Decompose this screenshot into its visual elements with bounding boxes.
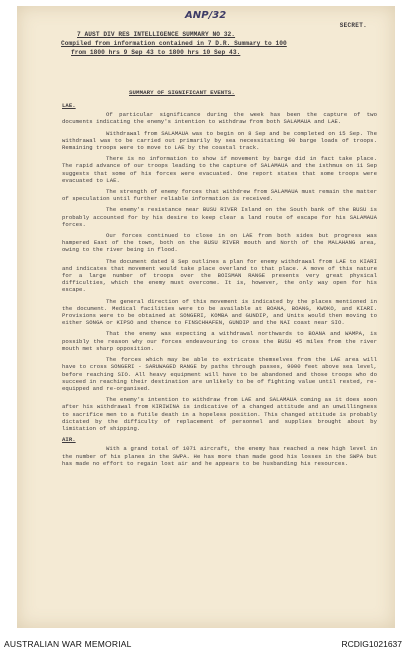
paragraph: Our forces continued to close in on LAE from both sides but progress was hampered East of the town, both on the BUSU RIVER mouth and North of the MALAHANG area, owing to the river being in flood. [62,232,377,254]
handwritten-reference: ANP/32 [185,10,227,21]
title-line-1: 7 AUST DIV RES INTELLIGENCE SUMMARY NO 32. [77,31,236,38]
paragraph: Of particular significance during the week has been the capture of two documents indicating the enemy's intention to withdraw from both SALAMAUA and LAE. [62,111,377,126]
document [17,6,395,628]
paragraph: That the enemy was expecting a withdrawal northwards to BOANA and WAMPA, is possibly the reason why our forces endeavouring to cross the BUSU 45 miles from the river mouth met sharp opposition. [62,330,377,352]
document-title [61,30,361,57]
paragraph: The general direction of this movement is indicated by the places mentioned in the document. Medical facilities were to be available at BOANA, BOANG, KWOKO, and KIARI. Provisions were to be obtained at SONGERI, KOMBA and GUNDIP, and Units would then moving to either SONGA or KIPSO and thence to FINSCHHAFEN, GUNDIP and the NAI coast near SIO. [62,297,377,327]
document-body [62,102,377,471]
classification-label: SECRET. [339,22,367,29]
title-line-3: from 1800 hrs 9 Sep 43 to 1800 hrs 10 Sep 43. [71,49,241,56]
title-line-2: Compiled from information contained in 7 D.R. Summary to 100 [61,40,287,47]
paragraph: With a grand total of 1071 aircraft, the enemy has reached a new high level in the number of his planes in the SWPA. He has more than made good his losses in the SWPA but has made no effort to regain lost air and he appears to be husbanding his resources. [62,445,377,467]
paragraph: The enemy's resistance near BUSU RIVER Island on the South bank of the BUSU is probably accounted for by his desire to keep clear a land route of escape for his SALAMAUA forces. [62,206,377,228]
paragraph: Withdrawal from SALAMAUA was to begin on 8 Sep and be completed on 15 Sep. The withdrawal was to be carried out primarily by sea necessitating 90 barge loads of troops. Remaining troops were to move to LAE by the coastal track. [62,129,377,152]
institution-label: AUSTRALIAN WAR MEMORIAL [4,639,132,649]
paper-sheet [17,6,395,628]
record-id: RCDIG1021637 [341,639,402,649]
section-heading-air: AIR. [62,436,76,444]
summary-heading: SUMMARY OF SIGNIFICANT EVENTS. [129,89,235,96]
paragraph: There is no information to show if movement by barge did in fact take place. The rapid advance of our troops leading to the capture of SALAMAUA and the isthmus on 11 Sep suggests that some of his forces were evacuated. One report states that some troops were evacuated to LAE. [62,155,377,184]
paragraph: The strength of enemy forces that withdrew from SALAMAUA must remain the matter of speculation until further reliable information is received. [62,188,377,203]
paragraph: The enemy's intention to withdraw from LAE and SALAMAUA coming as it does soon after his withdrawal from KIRIWINA is indicative of a changed attitude and an unwillingness to sacrifice men to a futile death in a hopeless position. This changed attitude is probably dictated by the difficulty of replacement of personnel and supplies brought about by limitation of shipping. [62,396,377,432]
section-heading-lae: LAE. [62,102,76,109]
paragraph: The document dated 8 Sep outlines a plan for enemy withdrawal from LAE to KIARI and indicates that movement would take place overland to that place. A move of this nature for a large number of troops over the BOISMAN RANGE presents very great physical difficulties, which the enemy must overcome. It is, however, the only way open for his escape. [62,257,377,294]
paragraph: The forces which may be able to extricate themselves from the LAE area will have to cross SONGERI - SARUWAGED RANGE by paths through passes, 9000 feet above sea level, before reaching SIO. All heavy equipment will have to be abandoned and those troops who do succeed in reaching their destination are unlikely to be of fighting value until rested, re-equipped and re-organised. [62,356,377,392]
archive-footer [0,636,407,654]
